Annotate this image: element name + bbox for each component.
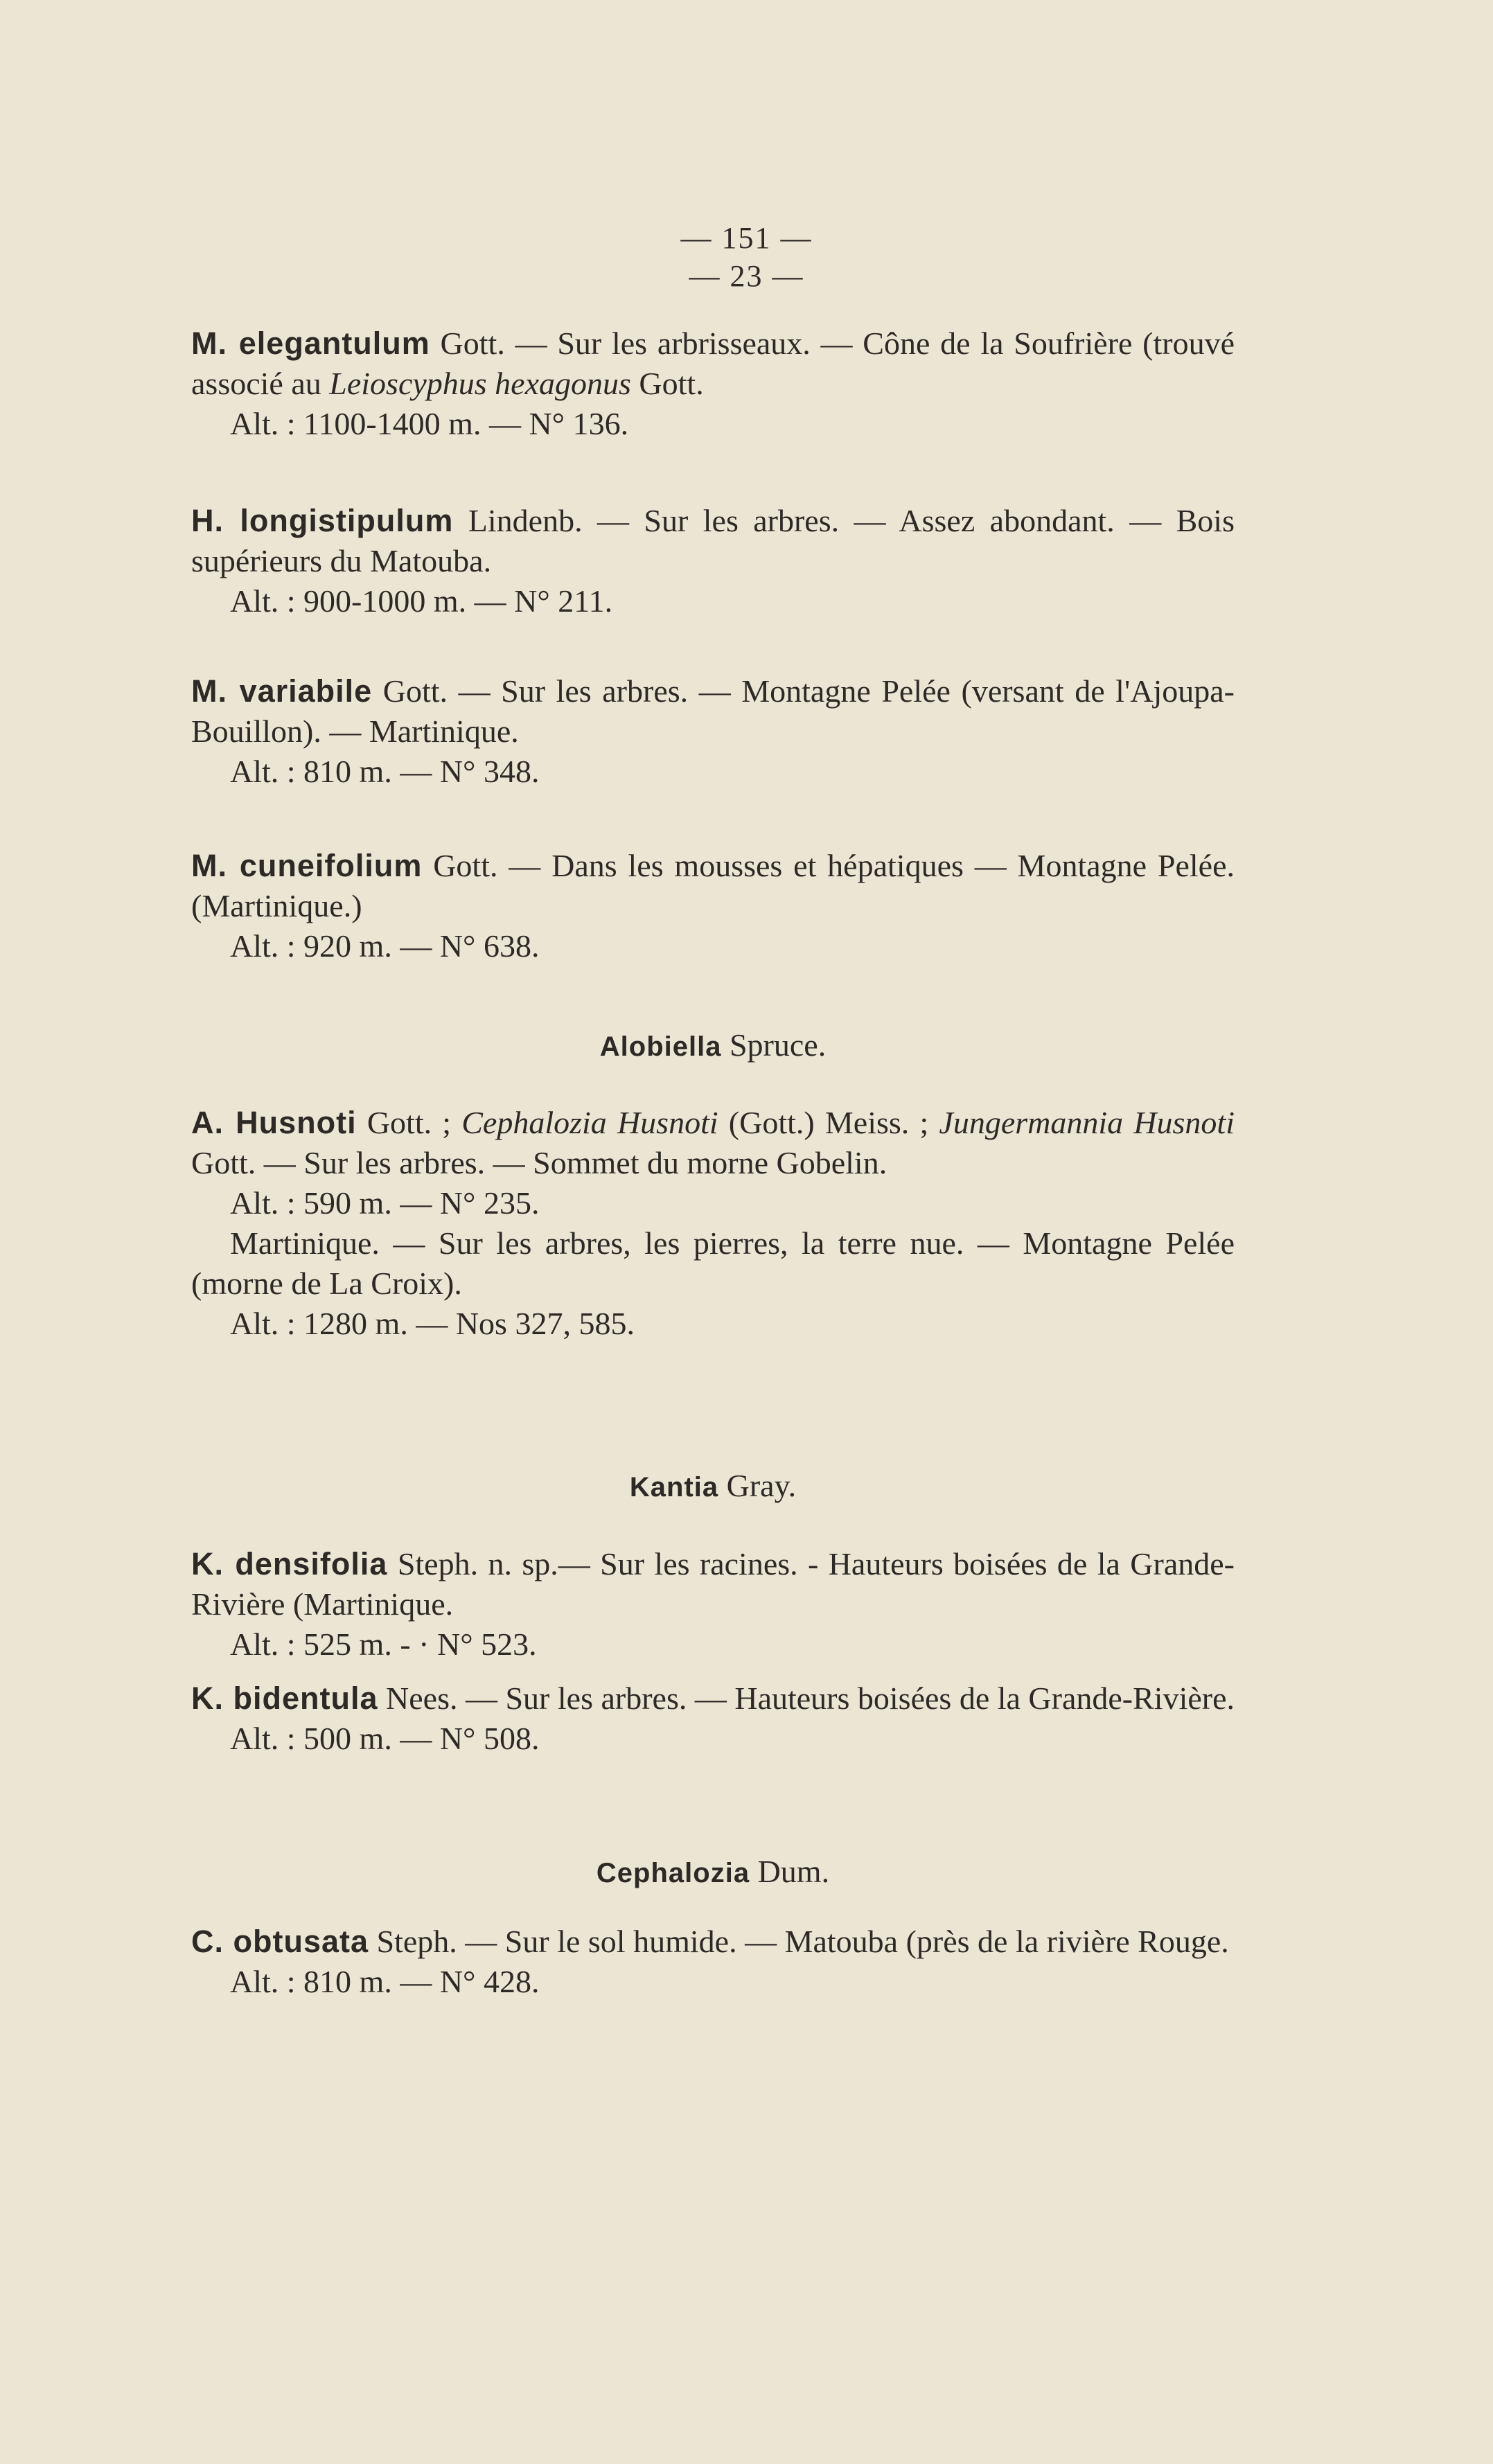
species-name: H. longistipulum [191,503,454,538]
species-name: M. elegantulum [191,326,430,361]
altitude-line: Alt. : 920 m. — N° 638. [230,928,540,964]
altitude-line: Alt. : 810 m. — N° 348. [230,754,540,789]
page-number: — 151 — [680,221,813,255]
entry-cuneifolium: M. cuneifolium Gott. — Dans les mousses et hépatiques — Montagne Pelée. (Martinique.) Alt. : 920 m. — N° 638. [191,846,1235,966]
entry-bidentula: K. bidentula Nees. — Sur les arbres. — Hauteurs boisées de la Grande-Rivière. Alt. : 500 m. — N° 508. [191,1678,1235,1759]
entry-densifolia: K. densifolia Steph. n. sp.— Sur les racines. - Hauteurs boisées de la Grande-Rivière (Martinique. Alt. : 525 m. - · N° 523. [191,1544,1235,1665]
entry-husnoti: A. Husnoti Gott. ; Cephalozia Husnoti (Gott.) Meiss. ; Jungermannia Husnoti Gott. — Sur les arbres. — Sommet du morne Gobelin. Alt. : 590 m. — N° 235. Martinique. — Sur les arbres, les pierres, la terre nue. — Montagne Pelée (morne de La Croix). Alt. : 1280 m. — Nos 327, 585. [191,1103,1235,1344]
genus-heading-cephalozia: Cephalozia Dum. [596,1854,830,1889]
entry-longistipulum: H. longistipulum Lindenb. — Sur les arbres. — Assez abondant. — Bois supérieurs du Matouba. Alt. : 900-1000 m. — N° 211. [191,501,1235,621]
altitude-line: Alt. : 590 m. — N° 235. [230,1185,540,1221]
species-name: K. bidentula [191,1681,378,1716]
species-name: K. densifolia [191,1546,388,1581]
altitude-line: Alt. : 1280 m. — Nos 327, 585. [230,1306,635,1341]
entry-obtusata: C. obtusata Steph. — Sur le sol humide. — Matouba (près de la rivière Rouge. Alt. : 810 m. — N° 428. [191,1922,1235,2002]
associated-species: Leioscyphus hexagonus [329,366,631,401]
genus-heading-alobiella: Alobiella Spruce. [599,1027,827,1063]
altitude-line: Alt. : 500 m. — N° 508. [230,1721,540,1756]
altitude-line: Alt. : 900-1000 m. — N° 211. [230,583,613,619]
species-name: C. obtusata [191,1924,369,1959]
species-name: M. cuneifolium [191,848,423,883]
genus-heading-kantia: Kantia Gray. [629,1468,797,1503]
entry-elegantulum: M. elegantulum Gott. — Sur les arbrisseaux. — Cône de la Soufrière (trouvé associé au Leioscyphus hexagonus Gott. Alt. : 1100-1400 m. — N° 136. [191,323,1235,444]
altitude-line: Alt. : 525 m. - · N° 523. [230,1627,537,1662]
species-name: A. Husnoti [191,1105,357,1140]
martinique-note: Martinique. — Sur les arbres, les pierres, la terre nue. — Montagne Pelée (morne de La Croix). [191,1225,1235,1301]
section-number: — 23 — [689,259,804,293]
altitude-line: Alt. : 810 m. — N° 428. [230,1964,540,1999]
entry-variabile: M. variabile Gott. — Sur les arbres. — Montagne Pelée (versant de l'Ajoupa-Bouillon). — Martinique. Alt. : 810 m. — N° 348. [191,671,1235,792]
species-name: M. variabile [191,673,373,709]
altitude-line: Alt. : 1100-1400 m. — N° 136. [230,406,629,441]
